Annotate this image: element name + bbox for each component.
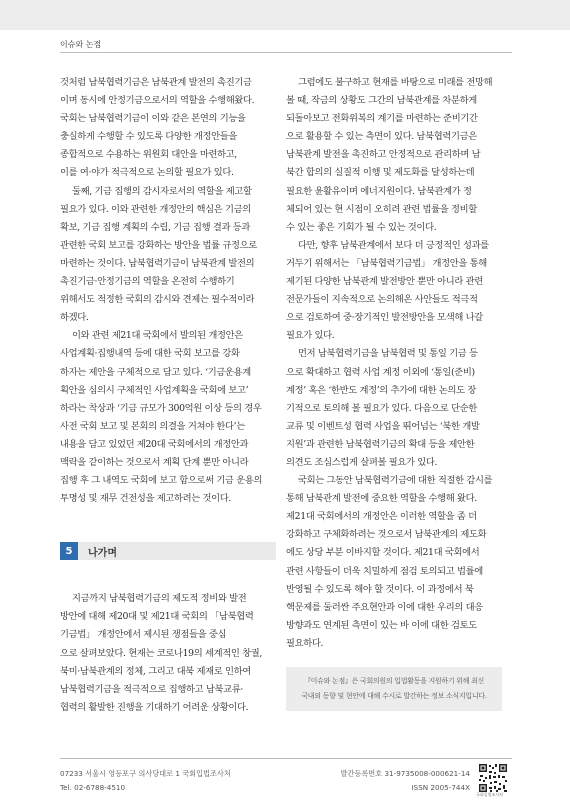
paragraph: 둘째, 기금 집행의 감시자로서의 역할을 제고할 필요가 있다. 이와 관련한 개정안의 핵심은 기금의 확보, 기금 집행 계획의 수립, 기금 집행 결과 등과 관련한 국회 보고를 강화하는 방안을 법률 규정으로 마련하는 것이다. 남북협력기금이 남북관계 발전의 촉진기금·안정기금의 역할을 온전히 수행하기 위해서도 적정한 국회의 감시와 견제는 필수적이라 하겠다. [60,185,257,324]
publication-note-text: 『이슈와 논점』은 국회의원의 입법활동을 지원하기 위해 최신 국내외 동향 및 현안에 대해 수시로 발간하는 정보 소식지입니다. [301,677,487,700]
paragraph: 먼저 남북협력기금을 남북협력 및 통일 기금 등 으로 확대하고 협력 사업 계정 이외에 ‘통일(준비) 계정’ 혹은 ‘한반도 계정’의 추가에 대한 논의도 장 기적으로 토의해 볼 필요가 있다. 다음으로 단순한 교류 및 이벤트성 협력 사업을 뛰어넘는 ‘북한 개발 지원’과 관련한 남북협력기금의 확대 등을 제안한 의견도 조심스럽게 살펴볼 필요가 있다. [286,348,480,468]
section-heading [60,542,276,560]
paragraph: 다만, 향후 남북관계에서 보다 더 긍정적인 성과를 거두기 위해서는 「남북협력기금법」 개정안을 통해 제기된 다양한 남북관계 발전방안 뿐만 아니라 관련 전문가들이 지속적으로 논의해온 사안들도 적극적 으로 검토하여 중·장기적인 발전방안을 모색해 나갈 필요가 있다. [286,239,489,342]
paragraph: 이와 관련 제21대 국회에서 발의된 개정안은 사업계획·집행내역 등에 대한 국회 보고를 강화 하자는 제안을 구체적으로 담고 있다. ‘기금운용계 획안을 심의시 구체적인 사업계획을 국회에 보고’ 하라는 착상과 ‘기금 규모가 300억원 이상 등의 경우 사전 국회 보고 및 본회의 의결을 거쳐야 한다’는 내용을 담고 있었던 제20대 국회에서의 개정안과 맥락을 같이하는 것으로서 계획 단계 뿐만 아니라 집행 후 그 내역도 국회에 보고 함으로써 기금 운용의 투명성 및 재무 건전성을 제고하려는 것이다. [60,330,263,505]
qr-caption: 국회입법조사처 [476,792,504,797]
paragraph: 국회는 그동안 남북협력기금에 대한 적절한 감시를 통해 남북관계 발전에 중요한 역할을 수행해 왔다. 제21대 국회에서의 개정안은 이러한 역할을 좀 더 강화하고 구체화하려는 것으로서 남북관계의 제도화 에도 상당 부분 이바지할 것이다. 제21대 국회에서 관련 사항들이 더욱 치밀하게 점검 토의되고 법률에 반영될 수 있도록 해야 할 것이다. 이 과정에서 북 핵문제를 둘러싼 주요현안과 이에 대한 우리의 대응 방향과도 연계된 측면이 있는 바 이에 대한 검토도 필요하다. [286,475,493,649]
bottom-divider [60,758,512,759]
publication-note [286,667,502,711]
footer-tel: Tel. 02-6788-4510 [60,783,126,792]
footer-publication-info [341,767,470,795]
section-label: 이슈와 논점 [60,40,102,49]
section-number: 5 [60,542,78,560]
left-column [60,74,276,717]
top-band [0,0,570,30]
footer-contact [60,767,231,795]
paragraph: 것처럼 남북협력기금은 남북관계 발전의 촉진기금 이며 동시에 안정기금으로서의 역할을 수행해왔다. 국회는 남북협력기금이 이와 같은 본연의 기능을 충실하게 수행할 수 있도록 다양한 개정안들을 종합적으로 수용하는 위원회 대안을 마련하고, 이를 여·야가 적극적으로 논의할 필요가 있다. [60,77,255,179]
footer-registration: 발간등록번호 31-9735008-000621-14 [340,769,470,778]
qr-code-icon[interactable] [478,763,508,793]
top-divider [60,52,512,53]
paragraph: 그럼에도 불구하고 현재를 바탕으로 미래를 전망해 볼 때, 작금의 상황도 그간의 남북관계를 차분하게 되돌아보고 전화위복의 계기를 마련하는 준비기간 으로 활용할 수 있는 측면이 있다. 남북협력기금은 남북관계 발전을 촉진하고 안정적으로 관리하며 남 북간 합의의 실질적 이행 및 제도화를 달성하는데 필요한 윤활유이며 에너지원이다. 남북관계가 정 체되어 있는 현 시점이 오히려 관련 법률을 정비할 수 있는 좋은 기회가 될 수 있는 것이다. [286,77,493,233]
footer-address: 07233 서울시 영등포구 의사당대로 1 국회입법조사처 [60,769,231,778]
right-column [286,74,502,711]
paragraph: 지금까지 남북협력기금의 제도적 정비와 발전 방안에 대해 제20대 및 제21대 국회의 「남북협력 기금법」 개정안에서 제시된 쟁점들을 중심 으로 살펴보았다. 현재는 코로나19의 세계적인 창궐, 북미·남북관계의 정체, 그리고 대북 제재로 인하여 남북협력기금을 적극적으로 집행하고 남북교류· 협력의 활발한 진행을 기대하기 어려운 상황이다. [60,593,262,713]
footer-issn: ISSN 2005-744X [411,783,470,792]
section-title: 나가며 [78,542,276,560]
